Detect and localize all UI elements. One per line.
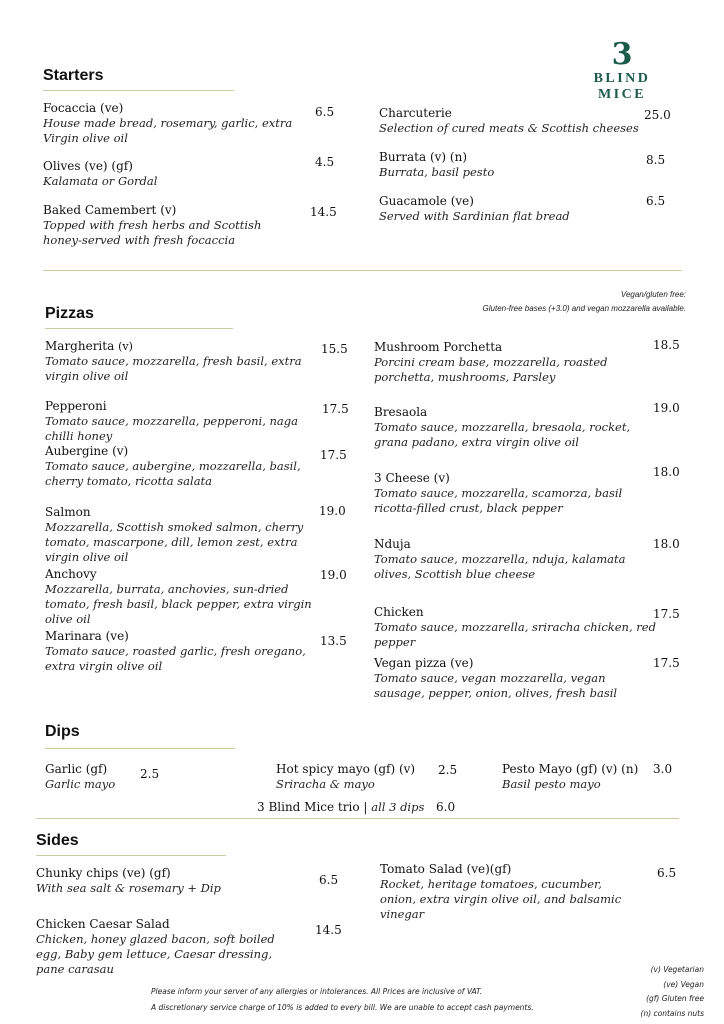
item-desc: Tomato sauce, aubergine, mozzarella, basil, cherry tomato, ricotta salata <box>45 459 301 488</box>
item-name: Focaccia (ve) <box>43 101 124 115</box>
item-price: 8.5 <box>646 153 666 167</box>
item-price: 18.5 <box>653 338 680 352</box>
logo-name: BLIND MICE <box>593 71 651 102</box>
item-price: 6.5 <box>315 105 335 119</box>
logo-number: 3 <box>611 37 633 72</box>
starters-title-rule <box>43 90 234 91</box>
item-name: Tomato Salad (ve)(gf) <box>380 862 512 876</box>
item-name: Hot spicy mayo (gf) (v) <box>276 762 416 776</box>
item-desc: With sea salt & rosemary + Dip <box>36 881 221 895</box>
item-name: Pepperoni <box>45 399 107 413</box>
item-desc: Tomato sauce, mozzarella, fresh basil, extra virgin olive oil <box>45 354 302 383</box>
section-title-dips: Dips <box>45 723 80 740</box>
item-price: 6.5 <box>319 873 339 887</box>
item-name: 3 Cheese (v) <box>374 471 450 485</box>
legend-gluten-free: (gf) Gluten free <box>646 994 704 1003</box>
item-name: Guacamole (ve) <box>379 194 474 208</box>
section-divider <box>36 818 679 819</box>
item-name: Charcuterie <box>379 106 452 120</box>
pizza-item-pepperoni <box>45 399 330 444</box>
footer-service-note: A discretionary service charge of 10% is added to every bill. We are unable to accept cash payments. <box>151 1003 534 1012</box>
item-price: 3.0 <box>653 762 673 776</box>
section-title-starters: Starters <box>43 67 104 84</box>
item-desc: Basil pesto mayo <box>502 777 601 791</box>
dip-item-hot-spicy-mayo <box>276 762 446 792</box>
item-price: 17.5 <box>322 402 349 416</box>
item-desc: Porcini cream base, mozzarella, roasted porchetta, mushrooms, Parsley <box>374 355 608 384</box>
item-name: Vegan pizza (ve) <box>374 656 474 670</box>
item-desc: Rocket, heritage tomatoes, cucumber, onion, extra virgin olive oil, and balsamic vinegar <box>380 877 622 921</box>
item-desc: Mozzarella, Scottish smoked salmon, cherry tomato, mascarpone, dill, lemon zest, extra virgin olive oil <box>45 520 304 564</box>
item-desc: Served with Sardinian flat bread <box>379 209 570 223</box>
item-price: 17.5 <box>653 607 680 621</box>
item-desc: Burrata, basil pesto <box>379 165 495 179</box>
item-desc: Mozzarella, burrata, anchovies, sun-dried tomato, fresh basil, black pepper, extra virgin olive oil <box>45 582 312 626</box>
item-desc: Kalamata or Gordal <box>43 174 158 188</box>
legend-vegetarian: (v) Vegetarian <box>650 965 704 974</box>
item-name: Chicken Caesar Salad <box>36 917 170 931</box>
legend-nuts: (n) contains nuts <box>640 1008 704 1018</box>
footer-allergy-note: Please inform your server of any allergies or intolerances. All Prices are inclusive of VAT. <box>151 987 483 996</box>
item-name: Garlic (gf) <box>45 762 108 776</box>
item-price: 19.0 <box>319 504 346 518</box>
item-price: 25.0 <box>644 108 671 122</box>
item-price: 19.0 <box>653 401 680 415</box>
trio-name: 3 Blind Mice trio | <box>257 800 372 814</box>
item-desc: Tomato sauce, roasted garlic, fresh oregano, extra virgin olive oil <box>45 644 306 673</box>
item-desc: Tomato sauce, mozzarella, scamorza, basil ricotta-filled crust, black pepper <box>374 486 623 515</box>
item-name: Chicken <box>374 605 424 619</box>
sides-title-rule <box>36 855 226 856</box>
legend-vegan: (ve) Vegan <box>663 979 704 989</box>
item-price: 14.5 <box>310 205 337 219</box>
dip-trio <box>257 800 424 815</box>
dip-item-pesto-mayo <box>502 762 662 792</box>
item-price: 2.5 <box>140 767 160 781</box>
item-desc: Tomato sauce, mozzarella, sriracha chicken, red pepper <box>374 620 656 649</box>
starter-item-guacamole <box>379 194 639 224</box>
item-name: Olives (ve) (gf) <box>43 159 133 173</box>
pizza-item-3-cheese <box>374 471 654 516</box>
pizza-item-chicken <box>374 605 659 650</box>
pizzas-title-rule <box>45 328 233 329</box>
starter-item-charcuterie <box>379 106 639 136</box>
item-price: 19.0 <box>320 568 347 582</box>
item-price: 15.5 <box>321 342 348 356</box>
item-name: Bresaola <box>374 405 428 419</box>
item-name: Nduja <box>374 537 411 551</box>
pizza-item-salmon <box>45 505 310 565</box>
starter-item-camembert <box>43 203 293 248</box>
item-name: Burrata (v) (n) <box>379 150 468 164</box>
item-price: 14.5 <box>315 923 342 937</box>
item-price: 6.5 <box>646 194 666 208</box>
pizza-item-marinara <box>45 629 330 674</box>
item-price: 18.0 <box>653 465 680 479</box>
pizza-item-nduja <box>374 537 644 582</box>
pizza-item-margherita <box>45 339 320 384</box>
item-name: Anchovy <box>45 567 97 581</box>
item-price: 4.5 <box>315 155 335 169</box>
pizza-item-mushroom-porchetta <box>374 340 644 385</box>
item-price: 13.5 <box>320 634 347 648</box>
item-name: Aubergine (v) <box>45 444 129 458</box>
item-desc: Chicken, honey glazed bacon, soft boiled egg, Baby gem lettuce, Caesar dressing, pane carasau <box>36 932 275 976</box>
item-desc: Garlic mayo <box>45 777 116 791</box>
item-tag: (v) <box>118 340 133 353</box>
section-divider <box>43 270 682 271</box>
starter-item-focaccia <box>43 101 293 146</box>
item-name: Margherita <box>45 339 115 353</box>
trio-desc: all 3 dips <box>371 800 425 814</box>
item-desc: House made bread, rosemary, garlic, extra Virgin olive oil <box>43 116 293 145</box>
dip-item-garlic <box>45 762 185 792</box>
section-title-pizzas: Pizzas <box>45 305 94 322</box>
item-desc: Topped with fresh herbs and Scottish honey-served with fresh focaccia <box>43 218 262 247</box>
vegan-note-title: Vegan/gluten free: <box>620 290 686 299</box>
item-price: 6.5 <box>657 866 677 880</box>
section-title-sides: Sides <box>36 832 79 849</box>
starter-item-olives <box>43 159 293 189</box>
brand-logo <box>572 37 672 103</box>
vegan-note-text: Gluten-free bases (+3.0) and vegan mozzarella available. <box>482 304 686 313</box>
pizza-item-anchovy <box>45 567 330 627</box>
item-price: 17.5 <box>653 656 680 670</box>
item-price: 17.5 <box>320 448 347 462</box>
item-desc: Tomato sauce, vegan mozzarella, vegan sausage, pepper, onion, olives, fresh basil <box>374 671 618 700</box>
item-name: Mushroom Porchetta <box>374 340 503 354</box>
item-name: Marinara (ve) <box>45 629 129 643</box>
item-price: 18.0 <box>653 537 680 551</box>
trio-price: 6.0 <box>436 800 456 814</box>
pizza-item-aubergine <box>45 444 305 489</box>
item-price: 2.5 <box>438 763 458 777</box>
item-desc: Tomato sauce, mozzarella, pepperoni, naga chilli honey <box>45 414 299 443</box>
item-name: Chunky chips (ve) (gf) <box>36 866 171 880</box>
pizza-item-bresaola <box>374 405 644 450</box>
item-desc: Sriracha & mayo <box>276 777 375 791</box>
side-item-chicken-caesar <box>36 917 296 977</box>
dietary-legend <box>641 963 704 1021</box>
item-desc: Selection of cured meats & Scottish cheeses <box>379 121 639 135</box>
side-item-tomato-salad <box>380 862 640 922</box>
item-name: Baked Camembert (v) <box>43 203 177 217</box>
pizza-item-vegan <box>374 656 644 701</box>
dips-title-rule <box>45 748 235 749</box>
item-name: Pesto Mayo (gf) (v) (n) <box>502 762 639 776</box>
item-desc: Tomato sauce, mozzarella, nduja, kalamata olives, Scottish blue cheese <box>374 552 626 581</box>
item-name: Salmon <box>45 505 91 519</box>
starter-item-burrata <box>379 150 639 180</box>
item-desc: Tomato sauce, mozzarella, bresaola, rocket, grana padano, extra virgin olive oil <box>374 420 631 449</box>
side-item-chunky-chips <box>36 866 296 896</box>
